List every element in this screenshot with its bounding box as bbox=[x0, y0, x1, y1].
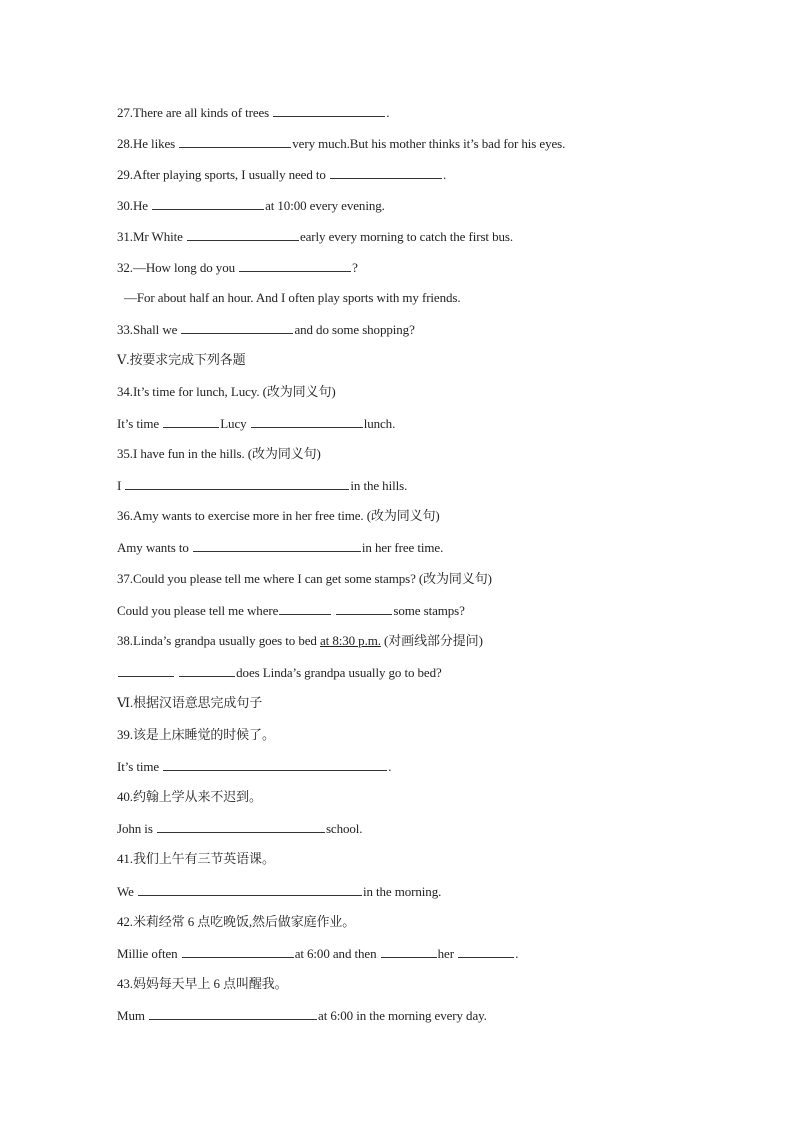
answer-blank[interactable] bbox=[163, 758, 387, 771]
underlined-phrase: at 8:30 p.m. bbox=[319, 633, 381, 648]
worksheet-line bbox=[117, 727, 275, 743]
answer-blank[interactable] bbox=[279, 602, 331, 615]
line-text: Millie often bbox=[117, 946, 181, 961]
worksheet-line bbox=[117, 664, 442, 681]
line-text: 43.妈妈每天早上 6 点叫醒我。 bbox=[117, 976, 288, 991]
answer-blank[interactable] bbox=[125, 477, 349, 490]
line-text: Amy wants to bbox=[117, 540, 192, 555]
answer-blank[interactable] bbox=[179, 664, 235, 677]
answer-blank[interactable] bbox=[381, 945, 437, 958]
line-text: We bbox=[117, 884, 137, 899]
line-text: very much.But his mother thinks it’s bad for his eyes. bbox=[292, 136, 566, 151]
line-text: some stamps? bbox=[393, 603, 465, 618]
line-text: (对画线部分提问) bbox=[380, 633, 483, 648]
line-text: Ⅴ.按要求完成下列各题 bbox=[117, 352, 246, 367]
worksheet-line bbox=[117, 976, 288, 992]
line-text: Lucy bbox=[220, 416, 250, 431]
line-text: 39.该是上床睡觉的时候了。 bbox=[117, 727, 275, 742]
line-text: 41.我们上午有三节英语课。 bbox=[117, 851, 275, 866]
line-text: 33.Shall we bbox=[117, 322, 181, 337]
worksheet-line bbox=[117, 883, 441, 900]
answer-blank[interactable] bbox=[157, 820, 325, 833]
worksheet-line bbox=[117, 633, 483, 649]
worksheet-line bbox=[117, 571, 492, 587]
worksheet-line bbox=[117, 695, 262, 711]
worksheet-line bbox=[117, 259, 358, 276]
line-text: Ⅵ.根据汉语意思完成句子 bbox=[117, 695, 263, 710]
worksheet-line bbox=[117, 508, 440, 524]
line-text: . bbox=[515, 946, 519, 961]
answer-blank[interactable] bbox=[163, 415, 219, 428]
worksheet-line bbox=[117, 789, 262, 805]
answer-blank[interactable] bbox=[138, 883, 362, 896]
line-text: 40.约翰上学从来不迟到。 bbox=[117, 789, 262, 804]
line-text: early every morning to catch the first bus. bbox=[299, 229, 513, 244]
answer-blank[interactable] bbox=[181, 321, 293, 334]
worksheet-line bbox=[117, 477, 407, 494]
line-text: . bbox=[386, 105, 390, 120]
line-text bbox=[175, 665, 178, 680]
worksheet-line bbox=[117, 1007, 487, 1024]
line-text: It’s time bbox=[117, 759, 163, 774]
line-text: Mum bbox=[117, 1008, 149, 1023]
line-text: 30.He bbox=[117, 198, 152, 213]
worksheet-line bbox=[117, 945, 518, 962]
line-text: John is bbox=[117, 821, 156, 836]
line-text: Could you please tell me where bbox=[117, 603, 279, 618]
answer-blank[interactable] bbox=[239, 259, 351, 272]
answer-blank[interactable] bbox=[336, 602, 392, 615]
line-text: . bbox=[388, 759, 392, 774]
answer-blank[interactable] bbox=[273, 104, 385, 117]
line-text: 37.Could you please tell me where I can get some stamps? (改为同义句) bbox=[117, 571, 492, 586]
answer-blank[interactable] bbox=[118, 664, 174, 677]
line-text: 38.Linda’s grandpa usually goes to bed bbox=[117, 633, 320, 648]
line-text: I bbox=[117, 478, 125, 493]
worksheet-line bbox=[117, 446, 321, 462]
answer-blank[interactable] bbox=[330, 166, 442, 179]
line-text: lunch. bbox=[363, 416, 396, 431]
line-text: in the hills. bbox=[350, 478, 408, 493]
answer-blank[interactable] bbox=[193, 539, 361, 552]
line-text: in the morning. bbox=[362, 884, 442, 899]
worksheet-line bbox=[117, 197, 385, 214]
worksheet-line bbox=[117, 352, 246, 368]
answer-blank[interactable] bbox=[458, 945, 514, 958]
line-text: 32.—How long do you bbox=[117, 260, 239, 275]
line-text: and do some shopping? bbox=[294, 322, 415, 337]
line-text: 28.He likes bbox=[117, 136, 179, 151]
worksheet-line bbox=[117, 758, 391, 775]
worksheet-line bbox=[117, 228, 513, 245]
worksheet-line bbox=[117, 602, 465, 619]
line-text: 42.米莉经常 6 点吃晚饭,然后做家庭作业。 bbox=[117, 914, 356, 929]
line-text: 34.It’s time for lunch, Lucy. (改为同义句) bbox=[117, 384, 336, 399]
worksheet-line bbox=[117, 820, 362, 837]
line-text: her bbox=[437, 946, 458, 961]
worksheet-line bbox=[117, 166, 446, 183]
worksheet-line bbox=[117, 851, 275, 867]
line-text: school. bbox=[325, 821, 363, 836]
answer-blank[interactable] bbox=[182, 945, 294, 958]
worksheet-line bbox=[117, 539, 443, 556]
answer-blank[interactable] bbox=[179, 135, 291, 148]
worksheet-line bbox=[117, 384, 336, 400]
worksheet-line bbox=[117, 321, 415, 338]
line-text: in her free time. bbox=[361, 540, 444, 555]
worksheet-line bbox=[124, 290, 461, 306]
line-text: 27.There are all kinds of trees bbox=[117, 105, 273, 120]
answer-blank[interactable] bbox=[251, 415, 363, 428]
line-text: 36.Amy wants to exercise more in her free time. (改为同义句) bbox=[117, 508, 440, 523]
line-text: at 10:00 every evening. bbox=[265, 198, 385, 213]
answer-blank[interactable] bbox=[187, 228, 299, 241]
line-text: It’s time bbox=[117, 416, 163, 431]
line-text: —For about half an hour. And I often play sports with my friends. bbox=[124, 290, 461, 305]
line-text: 35.I have fun in the hills. (改为同义句) bbox=[117, 446, 321, 461]
line-text: does Linda’s grandpa usually go to bed? bbox=[236, 665, 442, 680]
line-text: 29.After playing sports, I usually need to bbox=[117, 167, 329, 182]
line-text: at 6:00 in the morning every day. bbox=[318, 1008, 487, 1023]
line-text: 31.Mr White bbox=[117, 229, 186, 244]
worksheet-line bbox=[117, 104, 389, 121]
answer-blank[interactable] bbox=[152, 197, 264, 210]
worksheet-line bbox=[117, 415, 395, 432]
worksheet-line bbox=[117, 914, 355, 930]
line-text: ? bbox=[352, 260, 358, 275]
answer-blank[interactable] bbox=[149, 1007, 317, 1020]
line-text: at 6:00 and then bbox=[294, 946, 380, 961]
line-text bbox=[332, 603, 335, 618]
line-text: . bbox=[442, 167, 447, 182]
worksheet-line bbox=[117, 135, 565, 152]
